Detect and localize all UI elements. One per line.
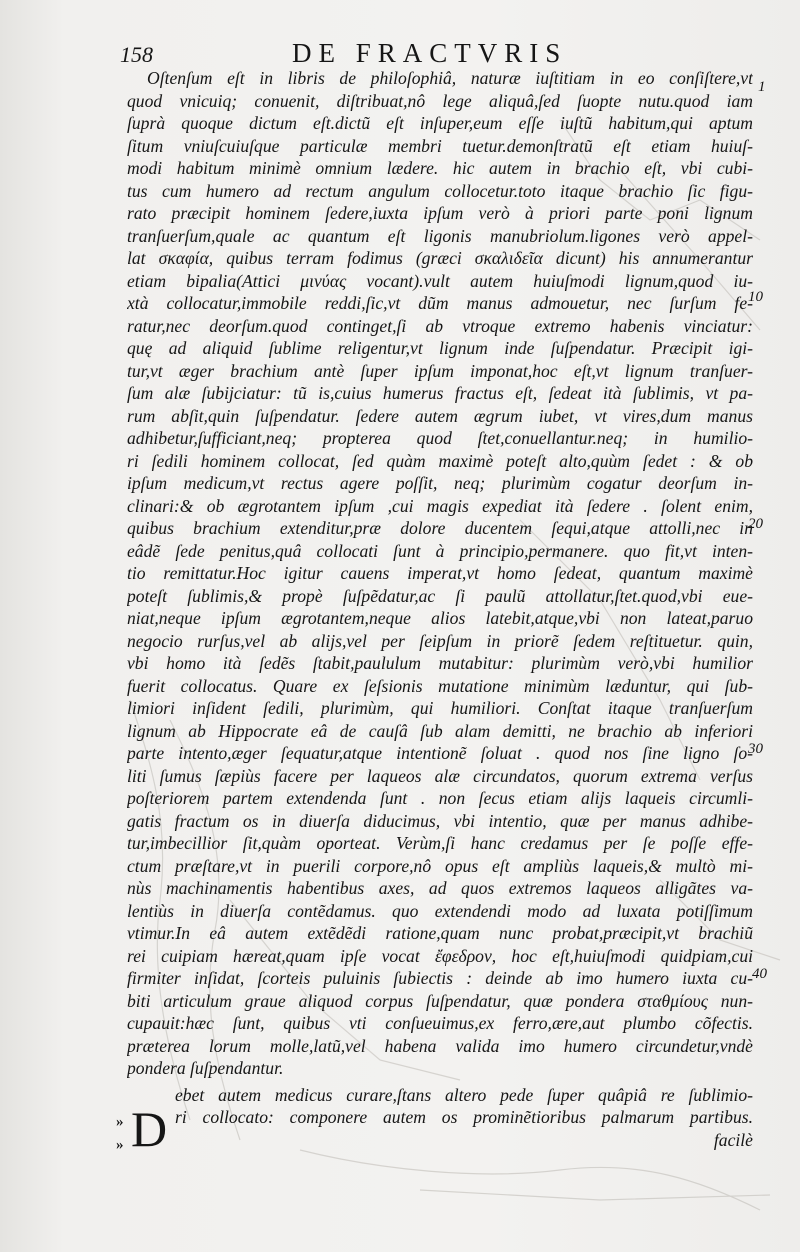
text-line: pondera ſuſpendantur. xyxy=(127,1058,284,1078)
text-line: tio remittatur.Hoc igitur cauens imperat,vt homo ſedeat, quantum maximè xyxy=(127,563,753,583)
margin-line-number: 30 xyxy=(748,741,763,757)
text-line: ri ſedili hominem collocat, ſed quàm maximè poteſt alto,quùm ſedet : & ob xyxy=(127,450,753,471)
text-line: niat,neque ipſum ægrotantem,neque alios latebit,atque,vbi non lateat,paruo xyxy=(127,608,753,628)
text-line: Oſtenſum eſt in libris de philoſophiâ, naturæ iuſtitiam in eo conſiſtere,vt xyxy=(147,68,753,88)
text-line: tur,imbecillior ſit,quàm oporteat. Verùm,ſi hanc credamus per ſe poſſe effe- xyxy=(127,833,753,853)
text-line: lentiùs in diuerſa contẽdamus. quo extendendi modo ad luxata potiſſimum xyxy=(127,900,753,921)
text-line: lat σκαφία, quibus terram fodimus (græci σκαλιδεῖα dicunt) his annumerantur xyxy=(127,248,753,268)
text-line: negocio rurſus,vel ab alijs,vel per ſeipſum in priorẽ ſedem reſtituetur. quin, xyxy=(127,630,753,651)
text-line: vtimur.In eâ autem extẽdẽdi ratione,quam nunc probat,præcipit,vt brachiũ xyxy=(127,923,753,943)
text-line: quibus brachium extenditur,præ dolore ducentem ſequi,atque attolli,nec in xyxy=(127,518,753,538)
text-line: fuerit collocatus. Quare ex ſeſsionis mutatione minimùm læduntur, qui ſub- xyxy=(127,675,753,696)
text-line: clinari:& ob ægrotantem ipſum ,cui magis expediat ità ſedere . ſolent enim, xyxy=(127,495,753,516)
margin-line-number: 1 xyxy=(758,79,766,95)
text-line: eâdẽ ſede penitus,quâ collocati ſunt à principio,permanere. quo fit,vt inten- xyxy=(127,540,753,561)
text-line: biti articulum graue aliquod corpus ſuſpendatur, quæ pondera σταθμίους nun- xyxy=(127,990,753,1011)
page-number: 158 xyxy=(120,42,153,67)
text-line: adhibetur,ſufficiant,neq; propterea quod ſtet,conuellantur.neq; in humilio- xyxy=(127,428,753,448)
text-line: ipſum medicum,vt rectus agere poſſit, neq; plurimùm cogatur deorſum in- xyxy=(127,473,753,493)
drop-capital: D xyxy=(131,1101,168,1157)
closing-line: ri collocato: componere autem os prominẽtioribus palmarum partibus. xyxy=(175,1107,753,1127)
body-text xyxy=(127,67,753,1157)
margin-line-number: 20 xyxy=(748,516,763,532)
running-title: DE FRACTVRIS xyxy=(292,38,568,68)
text-line: ſuprà quoque dictum eſt.dictũ eſt inſuper,eum eſſe iuſtũ habitum,qui aptum xyxy=(127,113,753,133)
margin-line-number: 10 xyxy=(748,289,763,305)
text-line: ſum alæ ſubijciatur: tũ is,cuius humerus fractus eſt, ſedeat ità ſublimis, vt pa- xyxy=(127,383,753,403)
text-line: poteſt ſublimis,& propè ſuſpẽdatur,ac ſi paulũ attollatur,ſtet.quod,vbi eue- xyxy=(127,585,753,606)
text-line: lignum ab Hippocrate eâ de cauſâ ſub alam demitti, ne brachio ab inferiori xyxy=(127,720,753,741)
text-line: rato præcipit hominem ſedere,iuxta ipſum verò à priori parte poni lignum xyxy=(127,203,753,223)
page-header xyxy=(120,38,740,70)
text-line: firmiter inſidat, ſcorteis puluinis ſubiectis : deinde ab imo humero iuxta cu- xyxy=(127,968,753,988)
margin-quote-mark: » xyxy=(116,1114,124,1130)
text-line: parte intento,æger ſequatur,atque intentionẽ ſoluat . quod nos ſine ligno ſo- xyxy=(127,743,753,763)
text-line: rum abſit,quin ſuſpendatur. ſedere autem ægrum iubet, vt vires,dum manus xyxy=(127,405,753,426)
text-line: tur,vt æger brachium antè ſuper ipſum imponat,hoc eſt,vt lignum tranſuer- xyxy=(127,360,753,381)
text-line: etiam bipalia(Attici μινύας vocant).vult autem huiuſmodi lignum,quod iu- xyxy=(127,270,753,291)
text-line: limiori inſident ſedili, plurimùm, qui humiliori. Conſtat itaque tranſuerſum xyxy=(127,698,753,718)
text-line: poſteriorem partem extendenda ſunt . non ſecus etiam alijs laqueis circumli- xyxy=(127,788,753,808)
text-line: rei cuipiam hæreat,quam ipſe vocat ἔφεδρον, hoc eſt,huiuſmodi quidpiam,cui xyxy=(127,945,753,966)
margin-line-number: 40 xyxy=(752,966,767,982)
catchword: facilè xyxy=(713,1129,753,1150)
text-line: ratur,nec deorſum.quod continget,ſi ab vtroque extremo habenis vinciatur: xyxy=(127,315,753,336)
text-line: xtà collocatur,immobile reddi,ſic,vt dũm manus admouetur, nec ſurſum fe- xyxy=(127,293,753,313)
text-line: tranſuerſum,quale ac quantum eſt ligonis manubriolum.ligones verò appel- xyxy=(127,225,753,246)
text-line: tus cum humero ad rectum angulum collocetur.toto itaque brachio ſic figu- xyxy=(127,180,753,201)
text-line: quod vnicuiq; conuenit, diſtribuat,nô lege aliquâ,ſed ſuopte nutu.quod iam xyxy=(127,90,753,111)
text-line: quę ad aliquid ſublime religentur,vt lignum inde ſuſpendatur. Præcipit igi- xyxy=(127,338,753,358)
margin-quote-mark: » xyxy=(116,1137,124,1153)
text-line: liti ſumus ſæpiùs facere per laqueos alæ circundatos, quorum extrema verſus xyxy=(127,765,753,786)
text-line: vbi homo ità ſedẽs ſtabit,paululum mutabitur: plurimùm verò,vbi humilior xyxy=(127,653,753,673)
text-line: ctum præſtare,vt in puerili corpore,nô opus eſt ampliùs laqueis,& multò mi- xyxy=(127,855,753,876)
closing-line: ebet autem medicus curare,ſtans altero pede ſuper quâpiâ re ſublimio- xyxy=(175,1084,753,1105)
text-line: modi habitum minimè omnium lædere. hic autem in brachio eſt, vbi cubi- xyxy=(127,158,753,178)
text-line: præterea lorum molle,latũ,vel habena valida imo humero circundetur,vndè xyxy=(127,1035,753,1056)
text-line: ſitum vniuſcuiuſque particulæ membri tuetur.demonſtratũ eſt etiam huiuſ- xyxy=(127,135,753,156)
text-line: gatis fractum os in diuerſa diducimus, vbi intentio, quæ per manus adhibe- xyxy=(127,810,753,831)
text-line: nùs machinamentis habentibus axes, ad quos extremos laqueos alligãtes va- xyxy=(127,878,753,898)
text-line: cupauit:hæc ſunt, quibus vti conſueuimus,ex ferro,ære,aut plumbo cõfectis. xyxy=(127,1013,753,1033)
